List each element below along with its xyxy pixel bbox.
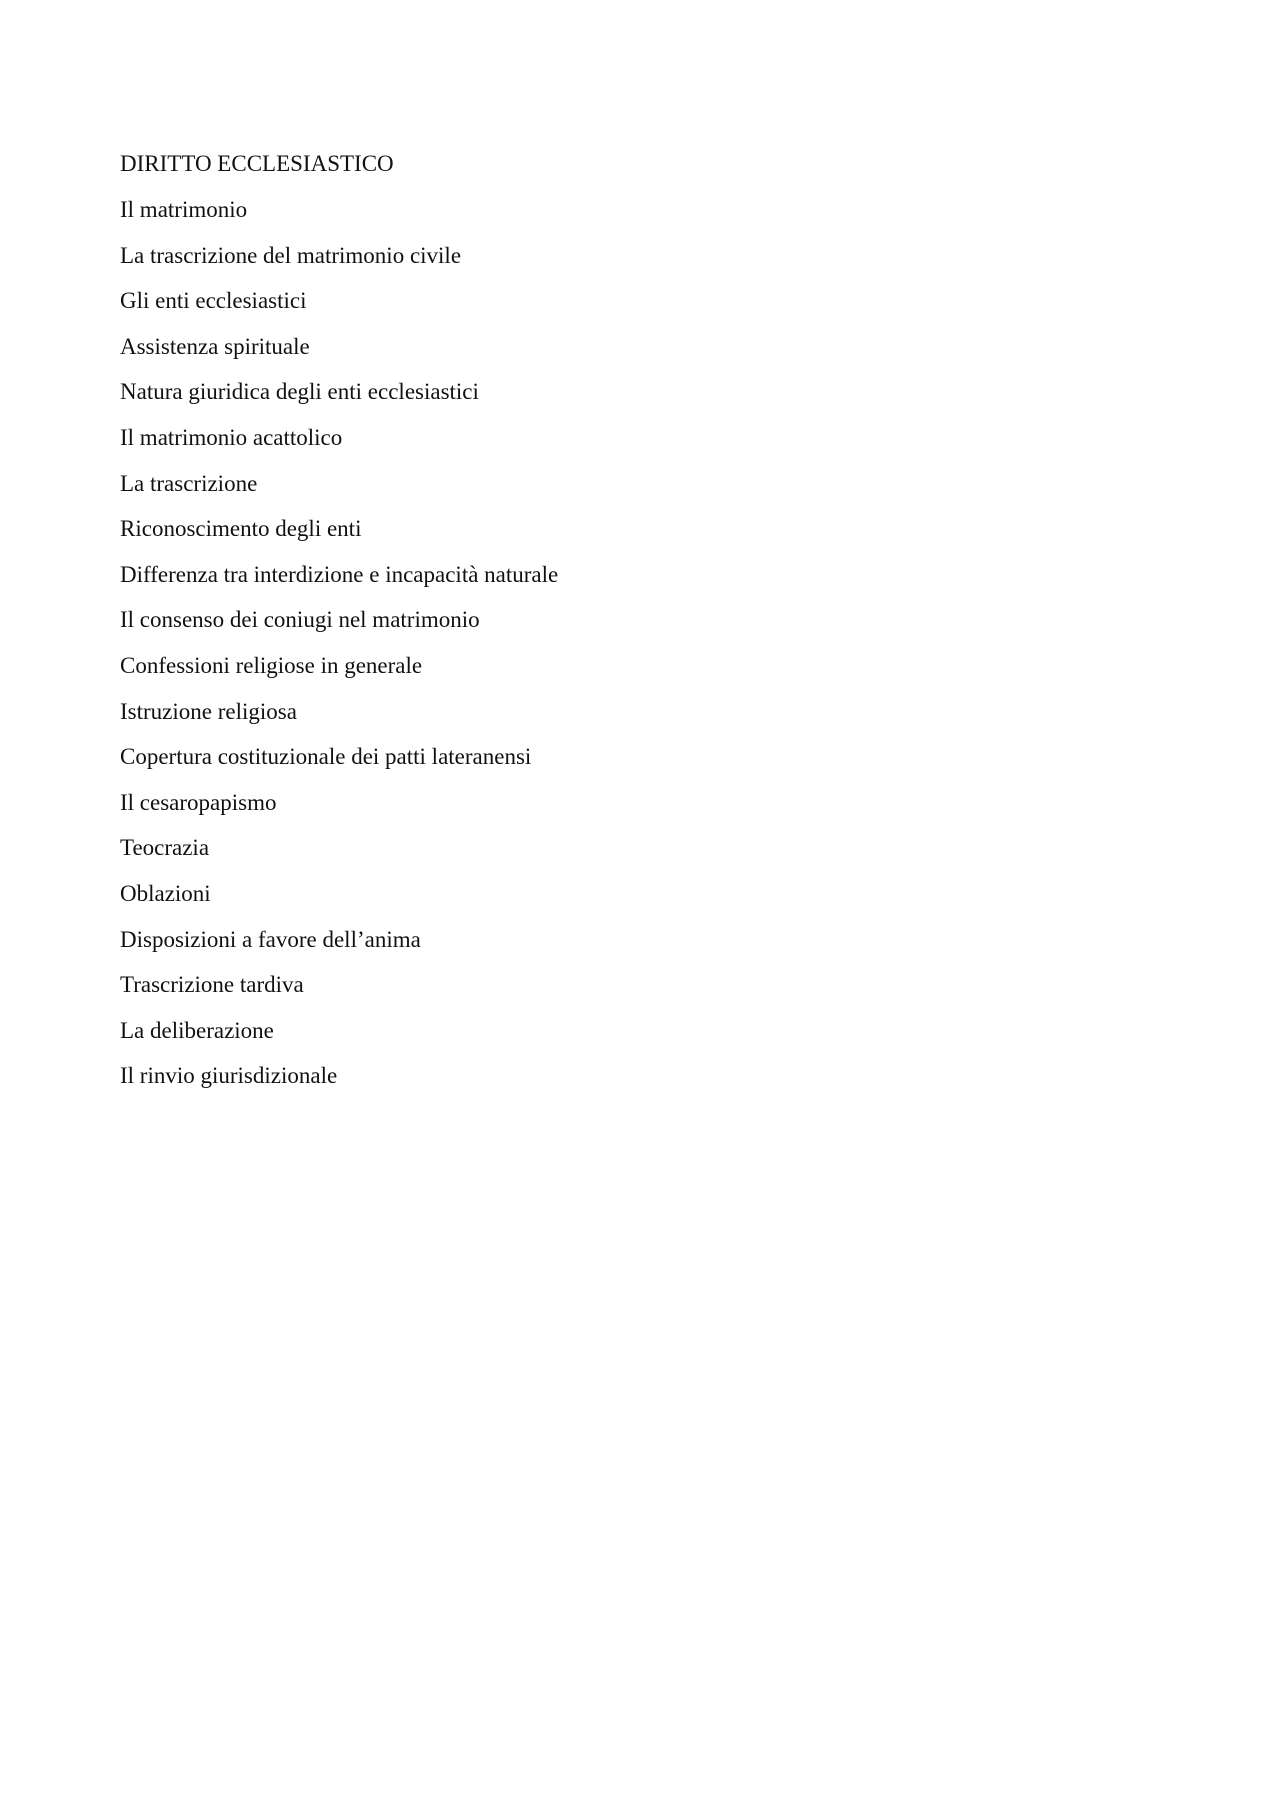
topic-item: La trascrizione: [120, 470, 258, 496]
topic-item: Il cesaropapismo: [120, 789, 277, 815]
topic-item: Gli enti ecclesiastici: [120, 288, 307, 314]
topic-item: Oblazioni: [120, 880, 211, 906]
topic-item: Riconoscimento degli enti: [120, 516, 362, 542]
topic-item: La deliberazione: [120, 1017, 274, 1043]
topic-item: Differenza tra interdizione e incapacità naturale: [120, 561, 559, 587]
topic-item: Natura giuridica degli enti ecclesiastici: [120, 379, 479, 405]
topic-item: Il consenso dei coniugi nel matrimonio: [120, 607, 480, 633]
topic-item: Teocrazia: [120, 835, 210, 861]
topic-item: Assistenza spirituale: [120, 333, 310, 359]
topic-item: Confessioni religiose in generale: [120, 652, 423, 678]
document-title: DIRITTO ECCLESIASTICO: [120, 151, 394, 176]
topic-item: Il matrimonio: [120, 197, 248, 222]
document-body: [120, 147, 1160, 1105]
topic-item: Copertura costituzionale dei patti lateranensi: [120, 744, 532, 770]
topic-item: La trascrizione del matrimonio civile: [120, 242, 462, 268]
topic-item: Istruzione religiosa: [120, 698, 297, 724]
topic-item: Trascrizione tardiva: [120, 972, 304, 998]
topic-item: Disposizioni a favore dell’anima: [120, 926, 421, 952]
topic-item: Il matrimonio acattolico: [120, 424, 343, 450]
topic-item: Il rinvio giurisdizionale: [120, 1063, 338, 1089]
topic-list: [120, 193, 1160, 1093]
